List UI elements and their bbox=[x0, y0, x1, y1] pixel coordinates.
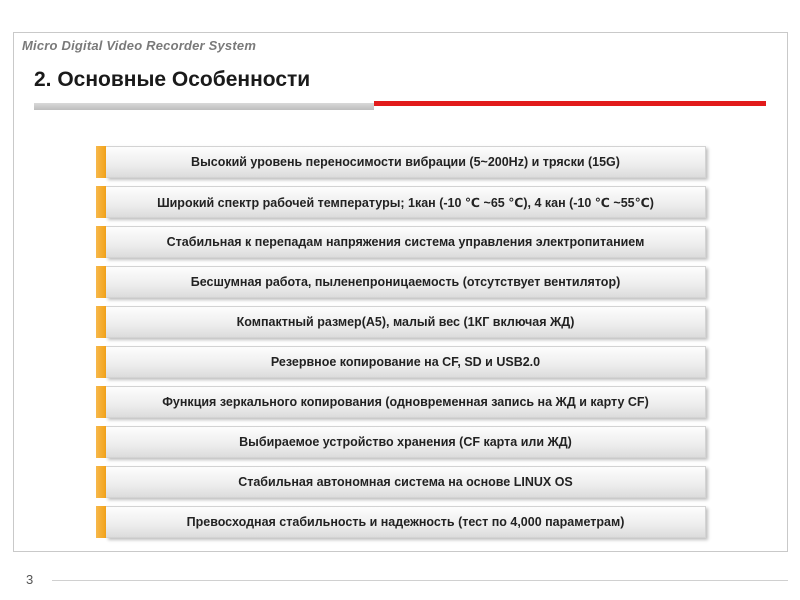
feature-tab bbox=[96, 226, 106, 258]
feature-item bbox=[96, 226, 706, 258]
feature-label: Стабильная автономная система на основе LINUX OS bbox=[106, 466, 706, 498]
section-title: 2. Основные Особенности bbox=[34, 68, 311, 91]
feature-tab bbox=[96, 306, 106, 338]
title-underline-red bbox=[374, 101, 766, 106]
feature-item bbox=[96, 506, 706, 538]
feature-item bbox=[96, 386, 706, 418]
feature-label: Широкий спектр рабочей температуры; 1кан (-10 ℃ ~65 ℃), 4 кан (-10 ℃ ~55℃) bbox=[106, 186, 706, 218]
feature-tab bbox=[96, 266, 106, 298]
feature-label: Резервное копирование на CF, SD и USB2.0 bbox=[106, 346, 706, 378]
feature-tab bbox=[96, 506, 106, 538]
feature-list bbox=[96, 146, 706, 546]
feature-item bbox=[96, 146, 706, 178]
footer-divider bbox=[52, 580, 788, 581]
feature-label: Превосходная стабильность и надежность (тест по 4,000 параметрам) bbox=[106, 506, 706, 538]
feature-label: Стабильная к перепадам напряжения система управления электропитанием bbox=[106, 226, 706, 258]
title-underline-gray bbox=[34, 103, 374, 110]
feature-tab bbox=[96, 386, 106, 418]
feature-label: Бесшумная работа, пыленепроницаемость (отсутствует вентилятор) bbox=[106, 266, 706, 298]
feature-item bbox=[96, 466, 706, 498]
feature-label: Высокий уровень переносимости вибрации (5~200Hz) и тряски (15G) bbox=[106, 146, 706, 178]
feature-label: Функция зеркального копирования (одновременная запись на ЖД и карту CF) bbox=[106, 386, 706, 418]
feature-tab bbox=[96, 426, 106, 458]
page-number: 3 bbox=[26, 572, 34, 587]
feature-tab bbox=[96, 346, 106, 378]
feature-tab bbox=[96, 186, 106, 218]
feature-item bbox=[96, 346, 706, 378]
feature-item bbox=[96, 426, 706, 458]
feature-item bbox=[96, 186, 706, 218]
feature-tab bbox=[96, 466, 106, 498]
feature-item bbox=[96, 306, 706, 338]
feature-tab bbox=[96, 146, 106, 178]
feature-item bbox=[96, 266, 706, 298]
feature-label: Компактный размер(А5), малый вес (1КГ включая ЖД) bbox=[106, 306, 706, 338]
feature-label: Выбираемое устройство хранения (CF карта или ЖД) bbox=[106, 426, 706, 458]
header-title: Micro Digital Video Recorder System bbox=[22, 38, 257, 53]
